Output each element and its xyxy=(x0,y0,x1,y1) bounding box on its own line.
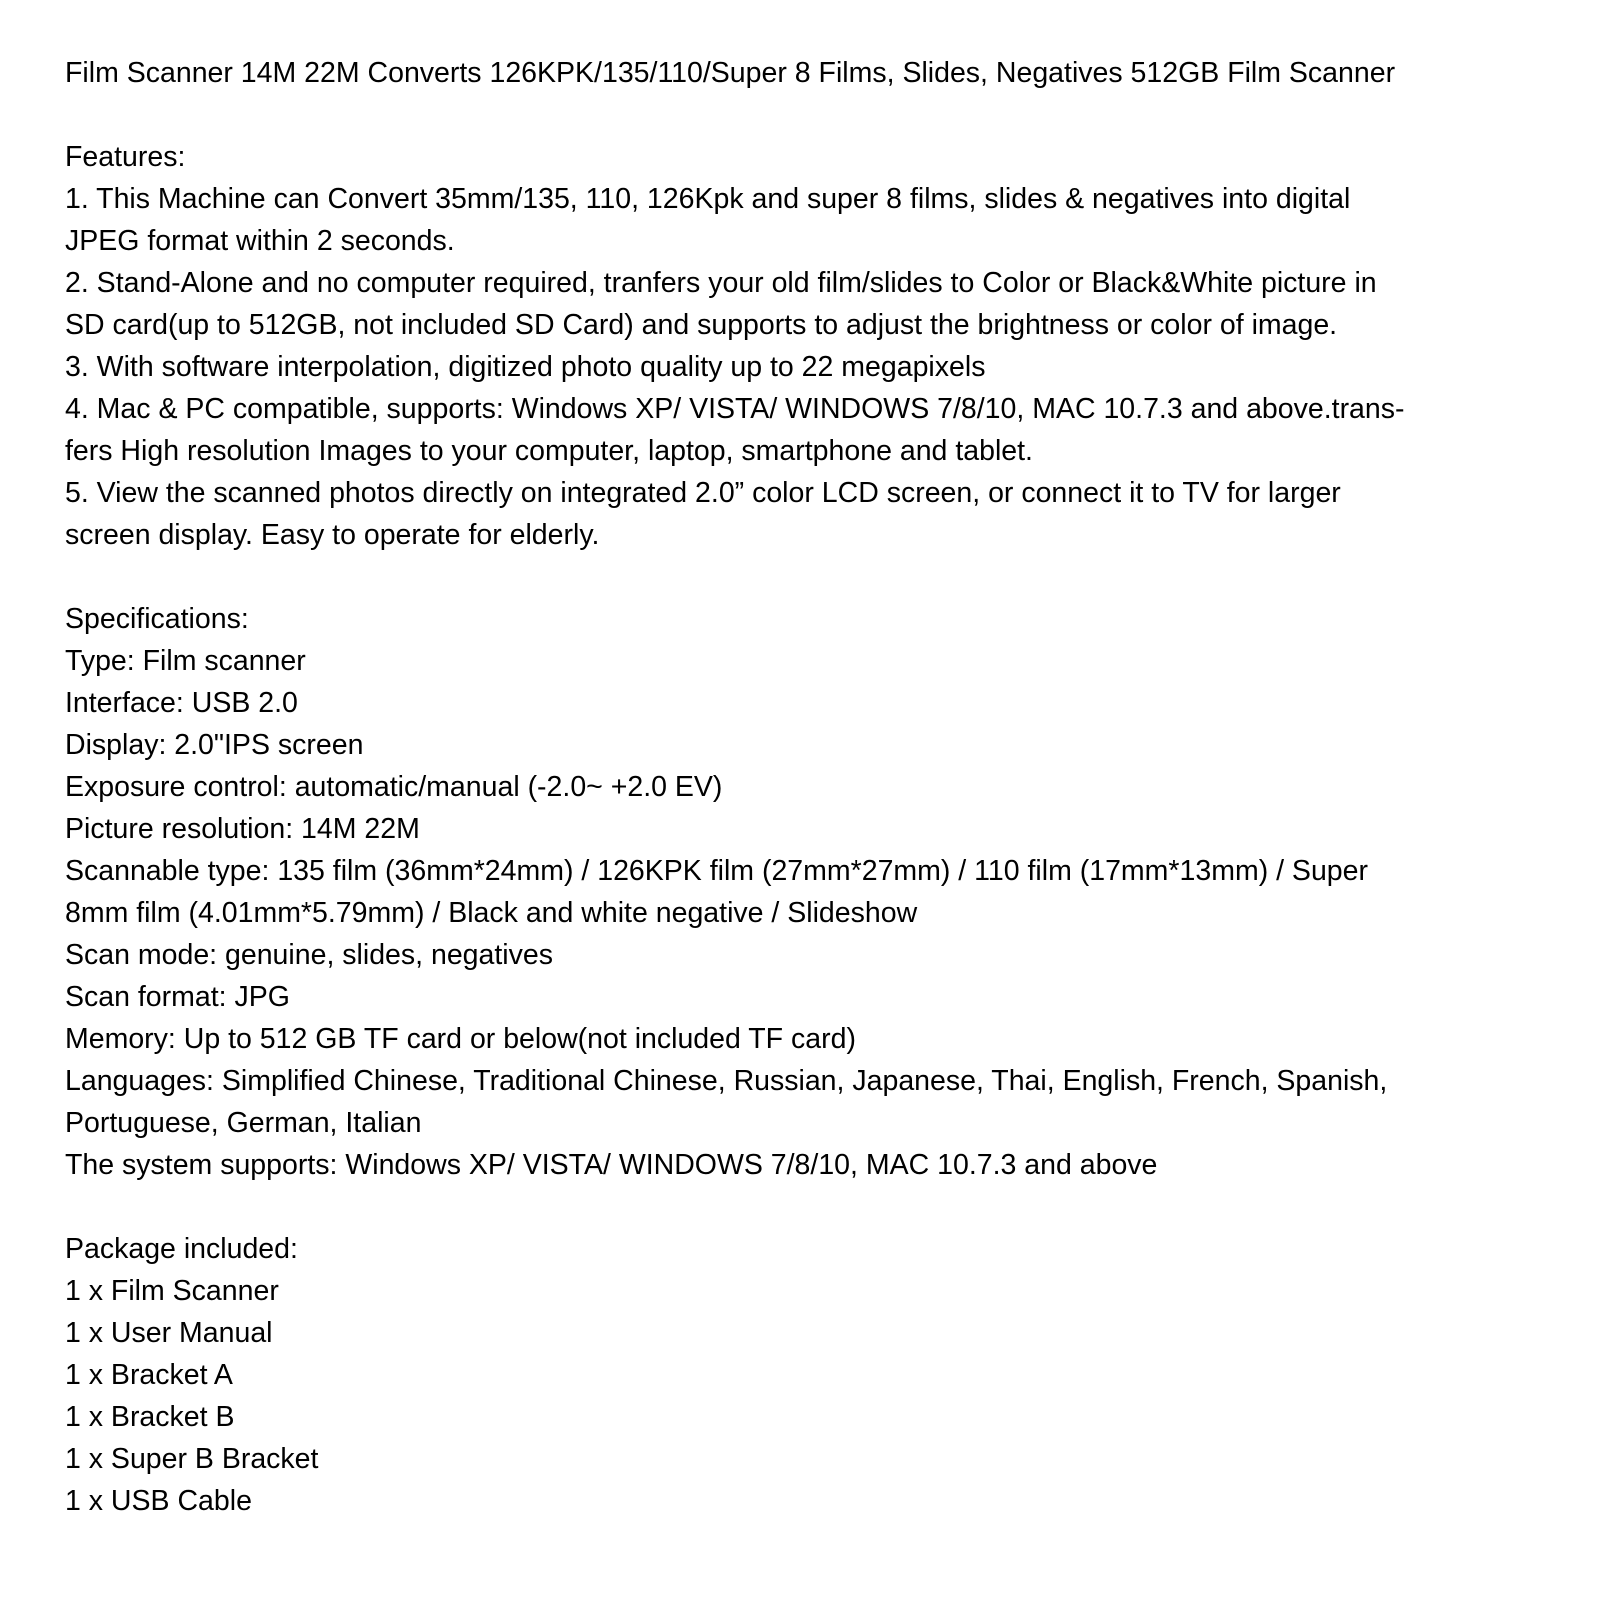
spec-line: Type: Film scanner xyxy=(65,645,306,677)
package-item: 1 x Film Scanner xyxy=(65,1275,279,1307)
feature-line: 3. With software interpolation, digitized photo quality up to 22 megapixels xyxy=(65,351,986,383)
spec-line: Display: 2.0"IPS screen xyxy=(65,729,364,761)
features-heading: Features: xyxy=(65,141,186,173)
spec-line: Scan format: JPG xyxy=(65,981,290,1013)
spec-line: Scannable type: 135 film (36mm*24mm) / 126KPK film (27mm*27mm) / 110 film (17mm*13mm) / Super xyxy=(65,855,1368,887)
spec-line: The system supports: Windows XP/ VISTA/ WINDOWS 7/8/10, MAC 10.7.3 and above xyxy=(65,1149,1158,1181)
spec-line: Exposure control: automatic/manual (-2.0~ +2.0 EV) xyxy=(65,771,723,803)
spec-line: Picture resolution: 14M 22M xyxy=(65,813,420,845)
feature-line: JPEG format within 2 seconds. xyxy=(65,225,455,257)
package-item: 1 x Bracket B xyxy=(65,1401,235,1433)
spec-line: 8mm film (4.01mm*5.79mm) / Black and white negative / Slideshow xyxy=(65,897,918,929)
document xyxy=(65,52,1535,1522)
features-section xyxy=(65,136,1535,556)
package-item: 1 x USB Cable xyxy=(65,1485,252,1517)
feature-line: fers High resolution Images to your computer, laptop, smartphone and tablet. xyxy=(65,435,1033,467)
feature-line: screen display. Easy to operate for elderly. xyxy=(65,519,600,551)
package-section xyxy=(65,1228,1535,1522)
package-heading: Package included: xyxy=(65,1233,298,1265)
spec-line: Languages: Simplified Chinese, Traditional Chinese, Russian, Japanese, Thai, English, French, Spanish, xyxy=(65,1065,1388,1097)
feature-line: 2. Stand-Alone and no computer required, tranfers your old film/slides to Color or Black&White picture in xyxy=(65,267,1377,299)
package-item: 1 x Bracket A xyxy=(65,1359,233,1391)
specifications-heading: Specifications: xyxy=(65,603,249,635)
spec-line: Scan mode: genuine, slides, negatives xyxy=(65,939,553,971)
feature-line: 1. This Machine can Convert 35mm/135, 110, 126Kpk and super 8 films, slides & negatives into digital xyxy=(65,183,1351,215)
package-item: 1 x User Manual xyxy=(65,1317,273,1349)
feature-line: SD card(up to 512GB, not included SD Card) and supports to adjust the brightness or color of image. xyxy=(65,309,1338,341)
spec-line: Memory: Up to 512 GB TF card or below(not included TF card) xyxy=(65,1023,856,1055)
specifications-section xyxy=(65,598,1535,1186)
feature-line: 5. View the scanned photos directly on integrated 2.0” color LCD screen, or connect it to TV for larger xyxy=(65,477,1341,509)
package-item: 1 x Super B Bracket xyxy=(65,1443,319,1475)
spec-line: Portuguese, German, Italian xyxy=(65,1107,422,1139)
spec-line: Interface: USB 2.0 xyxy=(65,687,298,719)
feature-line: 4. Mac & PC compatible, supports: Windows XP/ VISTA/ WINDOWS 7/8/10, MAC 10.7.3 and above.trans- xyxy=(65,393,1405,425)
document-title: Film Scanner 14M 22M Converts 126KPK/135/110/Super 8 Films, Slides, Negatives 512GB Film Scanner xyxy=(65,57,1396,89)
